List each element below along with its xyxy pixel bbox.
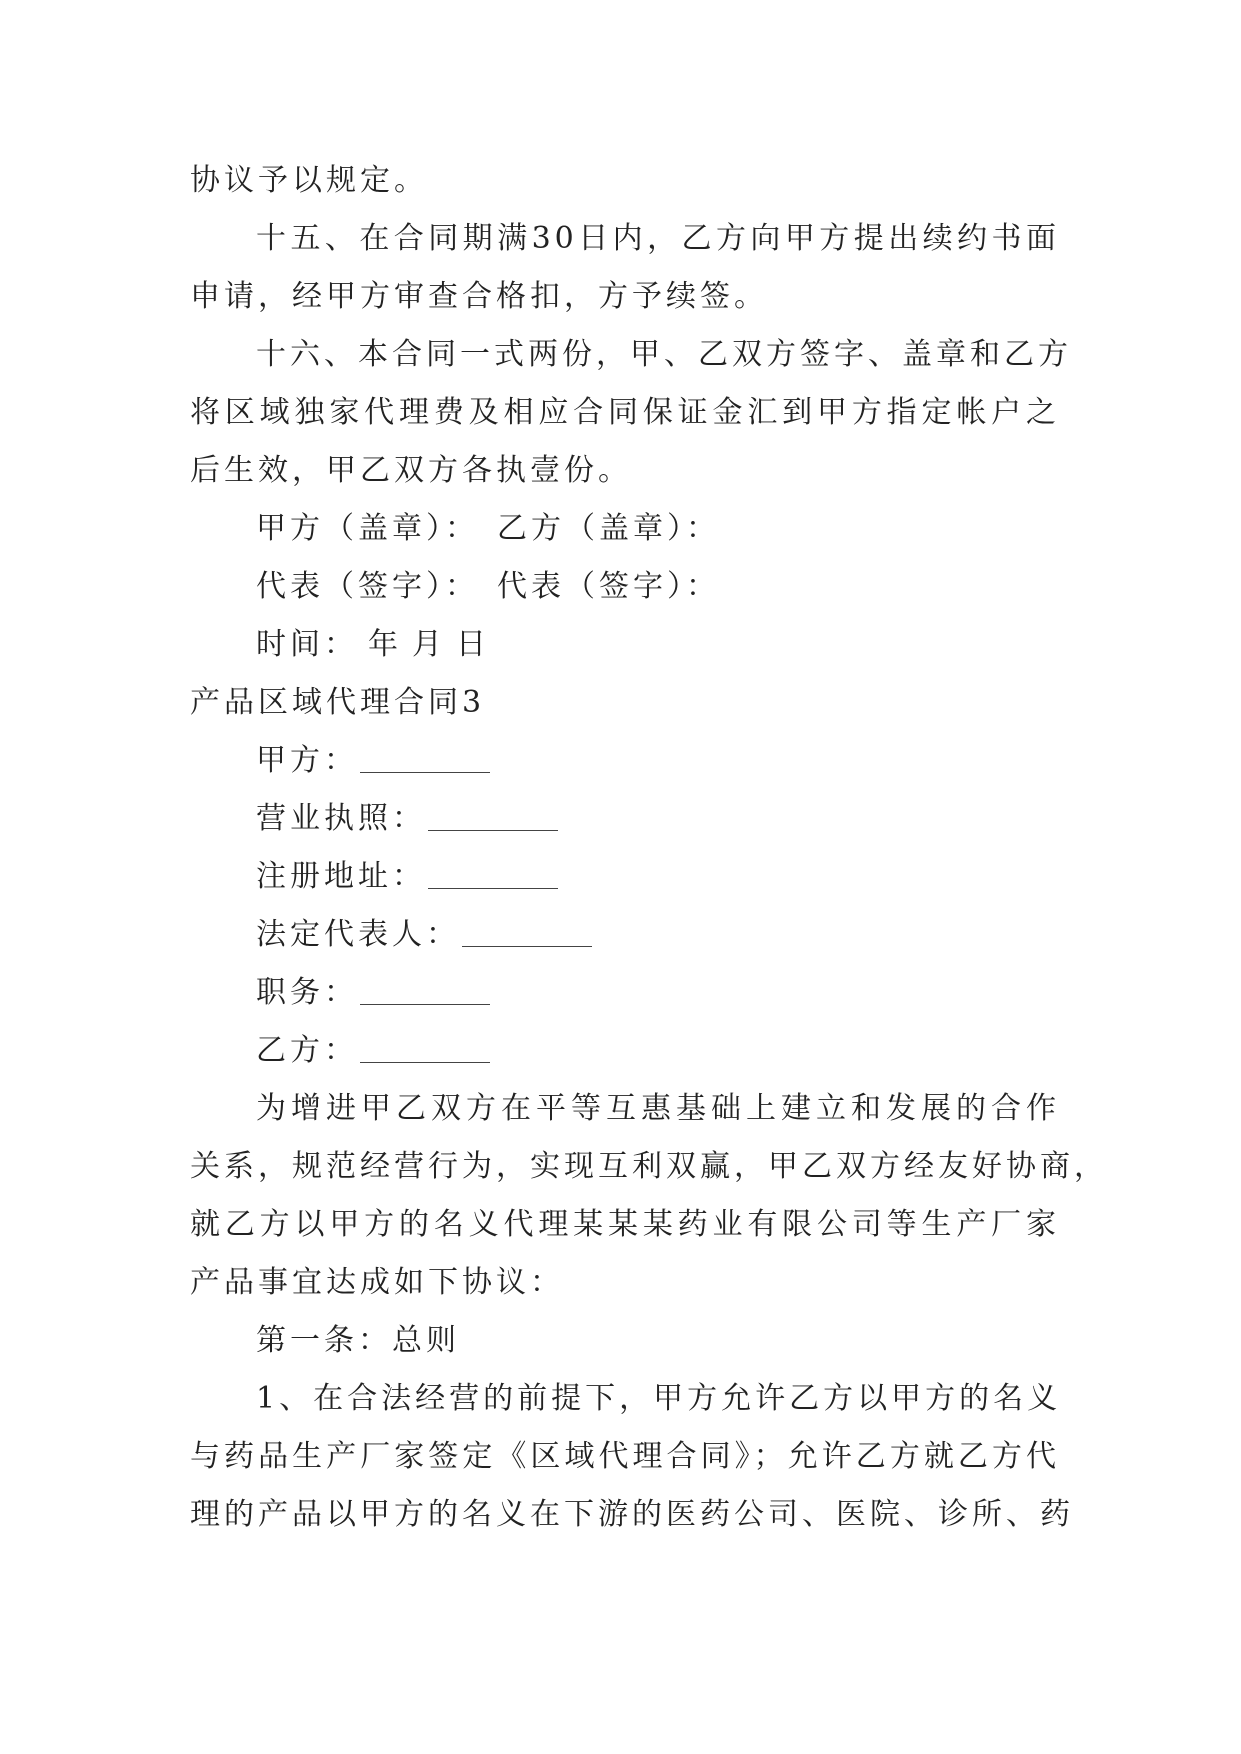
business-license-label: 营业执照： (256, 801, 426, 836)
article-1-line-1: 1、在合法经营的前提下，甲方允许乙方以甲方的名义 (256, 1381, 1062, 1416)
clause-15-line-2: 申请，经甲方审查合格扣，方予续签。 (190, 279, 768, 314)
date-line (190, 616, 1060, 674)
preamble-line-1: 为增进甲乙双方在平等互惠基础上建立和发展的合作 (256, 1091, 1060, 1126)
preamble-line-4: 产品事宜达成如下协议： (190, 1265, 564, 1300)
legal-representative-field (190, 906, 1060, 964)
party-a-signature-label: 代表（签字）： (256, 569, 479, 604)
section-title: 产品区域代理合同3 (190, 685, 486, 720)
year-label: 年 (368, 627, 402, 662)
legal-representative-blank (462, 945, 592, 947)
preamble-line-3: 就乙方以甲方的名义代理某某某药业有限公司等生产厂家 (190, 1207, 1060, 1242)
position-field (190, 964, 1060, 1022)
party-b-label: 乙方： (256, 1033, 358, 1068)
registered-address-label: 注册地址： (256, 859, 426, 894)
month-label: 月 (412, 627, 446, 662)
clause-16-line-3: 后生效，甲乙双方各执壹份。 (190, 453, 632, 488)
position-label: 职务： (256, 975, 358, 1010)
signature-line (190, 558, 1060, 616)
clause-16-line-2: 将区域独家代理费及相应合同保证金汇到甲方指定帐户之 (190, 395, 1060, 430)
preamble-line-2: 关系，规范经营行为，实现互利双赢，甲乙双方经友好协商， (190, 1149, 1108, 1184)
day-label: 日 (456, 627, 490, 662)
paragraph-line: 协议予以规定。 (190, 163, 428, 198)
party-a-seal-label: 甲方（盖章）： (256, 511, 479, 546)
clause-16-line-1: 十六、本合同一式两份，甲、乙双方签字、盖章和乙方 (256, 337, 1072, 372)
business-license-field (190, 790, 1060, 848)
registered-address-blank (428, 887, 558, 889)
party-a-blank (360, 771, 490, 773)
business-license-blank (428, 829, 558, 831)
party-a-field (190, 732, 1060, 790)
party-b-signature-label: 代表（签字）： (497, 569, 720, 604)
article-1-line-3: 理的产品以甲方的名义在下游的医药公司、医院、诊所、药 (190, 1497, 1074, 1532)
party-a-label: 甲方： (256, 743, 358, 778)
seal-line (190, 500, 1060, 558)
legal-representative-label: 法定代表人： (256, 917, 460, 952)
article-1-line-2: 与药品生产厂家签定《区域代理合同》；允许乙方就乙方代 (190, 1439, 1060, 1474)
clause-15-line-1: 十五、在合同期满30日内，乙方向甲方提出续约书面 (256, 221, 1060, 256)
party-b-field (190, 1022, 1060, 1080)
article-1-heading: 第一条：总则 (256, 1323, 460, 1358)
position-blank (360, 1003, 490, 1005)
registered-address-field (190, 848, 1060, 906)
party-b-seal-label: 乙方（盖章）： (497, 511, 720, 546)
party-b-blank (360, 1061, 490, 1063)
document-page (190, 152, 1108, 1544)
date-label: 时间： (256, 627, 358, 662)
